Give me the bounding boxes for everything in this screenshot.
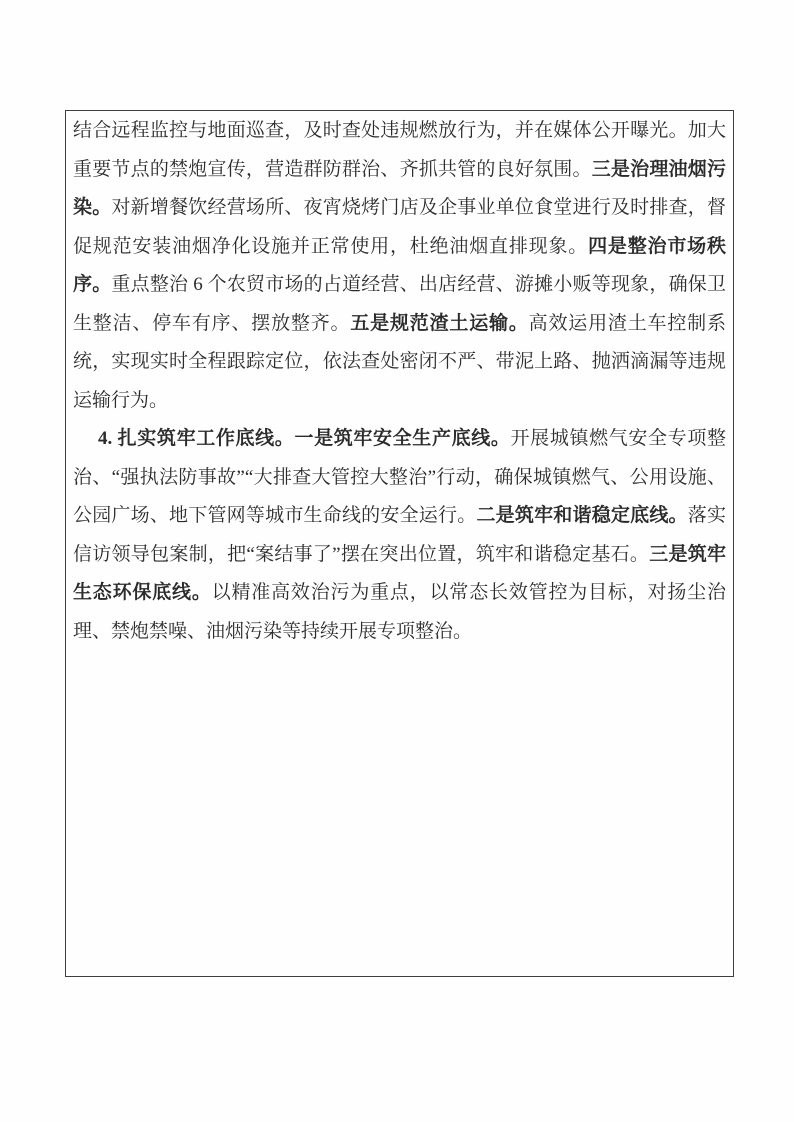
paragraph [73,112,726,420]
paragraph [73,420,726,651]
text-run: 结合远程监控与地面巡查，及时查处违规燃放行为，并在媒体公开曝光。加大重要节点的禁炮宣传，营造群防群治、齐抓共管的良好氛围。 [73,120,726,180]
text-run: 对新增餐饮经营场所、夜宵烧烤门店及企事业单位食堂进行及时排查，督促规范安装油烟净化设施并正常使用，杜绝油烟直排现象。 [73,197,726,257]
document-body [66,111,733,651]
emphasis-run: 二是筑牢和谐稳定底线。 [476,505,688,526]
text-run: 开展城镇燃气安全专项整治、“强执法防事故”“大排查大管控大整治”行动，确保城镇燃气、公用设施、公园广场、地下管网等城市生命线的安全运行。 [73,428,726,526]
emphasis-run: 三是筑牢生态环保底线。 [73,543,726,603]
text-run: 以精准高效治污为重点，以常态长效管控为目标，对扬尘治理、禁炮禁噪、油烟污染等持续开展专项整治。 [73,582,726,642]
document-table-cell-border [65,110,734,977]
emphasis-run: 4. 扎实筑牢工作底线。一是筑牢安全生产底线。 [98,428,511,449]
text-run: 重点整治 6 个农贸市场的占道经营、出店经营、游摊小贩等现象，确保卫生整洁、停车有序、摆放整齐。 [73,274,726,334]
emphasis-run: 三是治理油烟污染。 [73,158,726,218]
emphasis-run: 四是整治市场秩序。 [73,235,726,295]
text-run: 高效运用渣土车控制系统，实现实时全程跟踪定位，依法查处密闭不严、带泥上路、抛洒滴漏等违规运输行为。 [73,312,726,411]
text-run: 落实信访领导包案制，把“案结事了”摆在突出位置，筑牢和谐稳定基石。 [73,505,726,565]
emphasis-run: 五是规范渣土运输。 [350,312,529,334]
